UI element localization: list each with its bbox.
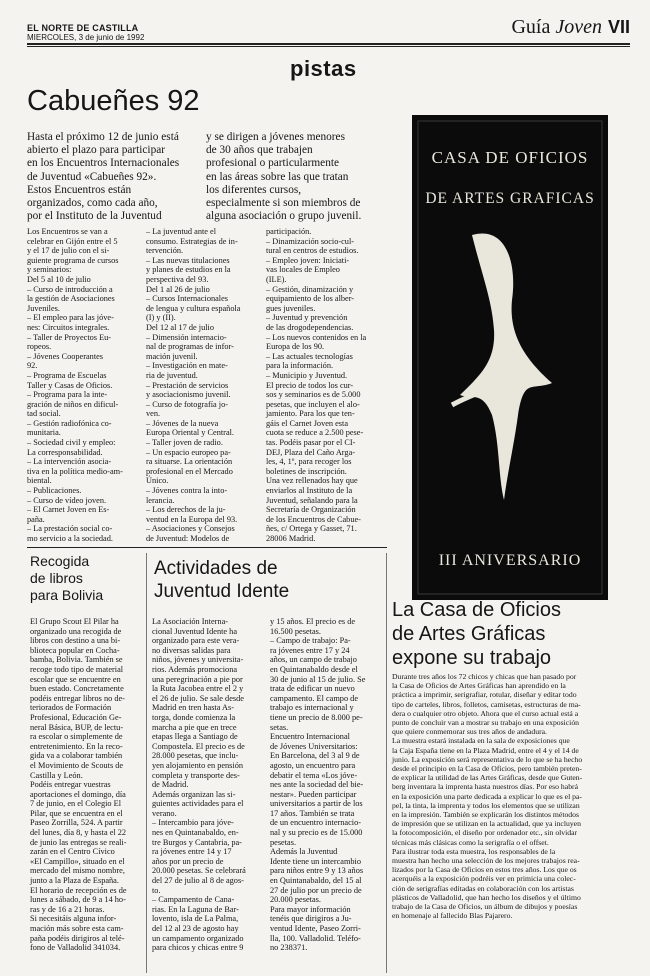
newspaper-name: EL NORTE DE CASTILLA [27, 23, 139, 33]
article-intro-left: Hasta el próximo 12 de junio está abierto el plazo para participar en los Encuentros Internacionales de Juventud «Cabueñes 92». Estos Encuentros están organizados, como cada año, por el Instituto de la Juventud [27, 131, 180, 223]
header-rule-thin [27, 46, 630, 47]
idente-column-1: La Asociación Interna- cional Juventud Idente ha organizado para este vera- no diversas salidas para niños, jóvenes y universita- rios. Además promociona una peregrinación a pie por la Ruta Jacobea entre el 2 y el 26 de julio. Se sale desde Madrid en tren hasta As- torga, donde comienza la marcha a pie que en trece etapas llega a Santiago de Compostela. El precio es de 28.000 pesetas, que inclu- yen alojamiento en pensión completa y transporte des- de Madrid. Además organizan las si- guientes actividades para el verano. – Intercambio para jóve- nes en Quintanabaldo, en- tre Burgos y Cantabria, pa- ra jóvenes entre 14 y 17 años por un precio de 20.000 pesetas. Se celebrará del 27 de julio al 8 de agos- to. – Campamento de Cana- rias. En la Laguna de Bar- lovento, isla de La Palma, del 12 al 23 de agosto hay un campamento organizado para chicos y chicas entre 9 [152, 617, 246, 953]
article-title: Cabueñes 92 [27, 85, 200, 117]
column-divider-right [386, 553, 387, 973]
article-column-3: participación. – Dinamización socio-cul- tural en centros de estudios. – Empleo joven: Iniciati- vas locales de Empleo (ILE). – Gestión, dinamización y equipamiento de los alber- gues juveniles. – Juventud y prevención de las drogodependencias. – Los nuevos contenidos en la Europa de los 90. – Las actuales tecnologías para la información. – Municipio y Juventud. El precio de todos los cur- sos y seminarios es de 5.000 pesetas, que incluyen el alo- jamiento. Para los que ten- gáis el Carnet Joven esta cuota se reduce a 2.500 pese- tas. Podéis pasar por el CI- DEJ, Plaza del Caño Arga- les, 4, 1º, para recoger los boletines de inscripción. Una vez rellenados hay que enviarlos al Instituto de la Juventud, señalando para la Secretaría de Organización de los Encuentros de Cabue- ñes, c/ Ortega y Gasset, 71. 28006 Madrid. [266, 227, 367, 543]
article-intro-right: y se dirigen a jóvenes menores de 30 años que trabajen profesional o particularmente en las áreas sobre las que tratan los diferentes cursos, especialmente si son miembros de alguna asociación o grupo juvenil. [206, 131, 362, 223]
idente-column-2: y 15 años. El precio es de 16.500 pesetas. – Campo de trabajo: Pa- ra jóvenes entre 17 y 24 años, un campo de trabajo en Quintanabaldo desde el 30 de junio al 15 de julio. Se trata de edificar un nuevo campamento. El campo de trabajo es internacional y tiene un precio de 8.000 pe- setas. Encuentro Internacional de Jóvenes Universitarios: En Barcelona, del 3 al 9 de agosto, un encuentro para debatir el tema «Los jóve- nes ante la sociedad del bie- nestar». Pueden participar universitarios a partir de los 17 años. También se trata de un encuentro internacio- nal y su precio es de 15.000 pesetas. Además la Juventud Idente tiene un intercambio para niños entre 9 y 13 años en Quintanabaldo, del 15 al 27 de julio por un precio de 20.000 pesetas. Para mayor información tenéis que dirigiros a Ju- ventud Idente, Paseo Zorri- lla, 100. Valladolid. Teléfo- no 238371. [270, 617, 366, 953]
casa-body: Durante tres años los 72 chicos y chicas que han pasado por la Casa de Oficios de Artes Gráficas han aprendido en la práctica a imprimir, serigrafiar, rotular, diseñar y editar todo tipo de carteles, libros, folletos, camisetas, estructuras de ma- dera o cualquier otro objeto. Ahora que el curso actual está a punto de concluir van a mostrar su trabajo en una exposición que quiere conmemorar sus tres años de andadura. La muestra estará instalada en la sala de exposiciones que la Caja España tiene en la Plaza Madrid, entre el 4 y el 14 de junio. La exposición será representativa de lo que se ha hecho desde el principio en la Casa de Oficios, pero también preten- de explicar la utilidad de las Artes Gráficas, desde que Guten- berg inventara la imprenta hasta nuestros días. Por eso habrá en la exposición una parte dedicada a explicar lo que es el pa- pel, la tinta, la imprenta y todos los elementos que se utilizan en la impresión. También se explicarán los distintos métodos de impresión que se utilizan en la actualidad, que ya incluyen la fotocomposición, el diseño por ordenador etc., sin olvidar técnicas más clásicas como la serigrafía o el offset. Para ilustrar toda esta muestra, los responsables de la muestra han hecho una selección de los mejores trabajos rea- lizados por la Casa de Oficios en estos tres años. Los que os acerquéis a la exposición podréis ver en primicia una colec- ción de serigrafías editadas en colaboración con los artistas plásticos de Valladolid, que han hecho los diseños y el último trabajo de la Casa de Oficios, un álbum de dibujos y poesías en homenaje al fallecido Blas Pajarero. [392, 672, 583, 921]
supplement-prefix: Guía [511, 16, 551, 38]
idente-title: Actividades de Juventud Idente [154, 558, 290, 602]
poster-mid-text: DE ARTES GRAFICAS [425, 190, 595, 207]
article-column-2: – La juventud ante el consumo. Estrategias de in- tervención. – Las nuevas titulaciones y planes de estudios en la perspectiva del 93. Del 1 al 26 de julio – Cursos Internacionales de lengua y cultura española (I) y (II). Del 12 al 17 de julio – Dimensión internacio- nal de programas de infor- mación juvenil. – Investigación en mate- ria de juventud. – Prestación de servicios y asociacionismo juvenil. – Curso de fotografía jo- ven. – Jóvenes de la nueva Europa Oriental y Central. – Taller joven de radio. – Un espacio europeo pa- ra situarse. La orientación profesional en el Mercado Único. – Jóvenes contra la into- lerancia. – Los derechos de la ju- ventud en la Europa del 93. – Asociaciones y Consejos de Juventud: Modelos de [146, 227, 241, 543]
issue-date: MIERCOLES, 3 de junio de 1992 [27, 33, 145, 42]
poster-image [412, 115, 608, 600]
poster-bottom-text: III ANIVERSARIO [438, 552, 582, 569]
supplement-word: Joven [555, 16, 602, 38]
poster-artwork [412, 115, 608, 600]
bolivia-body: El Grupo Scout El Pilar ha organizado una recogida de libros con destino a una bi- blioteca popular en Cocha- bamba, Bolivia. También se recoge todo tipo de material escolar que se encuentre en buen estado. Concretamente podéis entregar libros no de- teriorados de Formación Profesional, Educación Ge- neral Básica, BUP, de lectu- ra escolar o simplemente de entretenimiento. En la reco- gida va a colaborar también el Movimiento de Scouts de Castilla y León. Podéis entregar vuestras aportaciones el domingo, día 7 de junio, en el Colegio El Pilar, que se encuentra en el Paseo Zorrilla, 524. A partir del lunes, día 8, y hasta el 22 de junio las entregas se reali- zarán en el Centro Cívico «El Campillo», situado en el mercado del mismo nombre, junto a la Plaza de España. El horario de recepción es de lunes a sábado, de 9 a 14 ho- ras y de 16 a 21 horas. Si necesitáis alguna infor- mación más sobre esta cam- paña podéis dirigiros al telé- fono de Valladolid 341034. [30, 617, 127, 953]
section-label: pistas [290, 56, 357, 81]
poster-top-text: CASA DE OFICIOS [431, 148, 589, 167]
page-number: VII [607, 17, 630, 37]
article-column-1: Los Encuentros se van a celebrar en Gijón entre el 5 y el 17 de julio con el si- guiente programa de cursos y seminarios: Del 5 al 10 de julio – Curso de introducción a la gestión de Asociaciones Juveniles. – El empleo para las jóve- nes: Circuitos integrales. – Taller de Proyectos Eu- ropeos. – Jóvenes Cooperantes 92. – Programa de Escuelas Taller y Casas de Oficios. – Programa para la inte- gración de niños en dificul- tad social. – Gestión radiofónica co- munitaria. – Sociedad civil y empleo: La corresponsabilidad. – La intervención asocia- tiva en la política medio-am- biental. – Publicaciones. – Curso de vídeo joven. – El Carnet Joven en Es- paña. – La prestación social co- mo servicio a la sociedad. [27, 227, 123, 543]
header-rule [27, 43, 630, 45]
casa-title: La Casa de Oficios de Artes Gráficas expone su trabajo [392, 599, 561, 669]
bolivia-title: Recogida de libros para Bolivia [30, 553, 104, 603]
section-divider [27, 547, 387, 548]
supplement-title [511, 16, 630, 39]
column-divider-left [146, 553, 147, 973]
